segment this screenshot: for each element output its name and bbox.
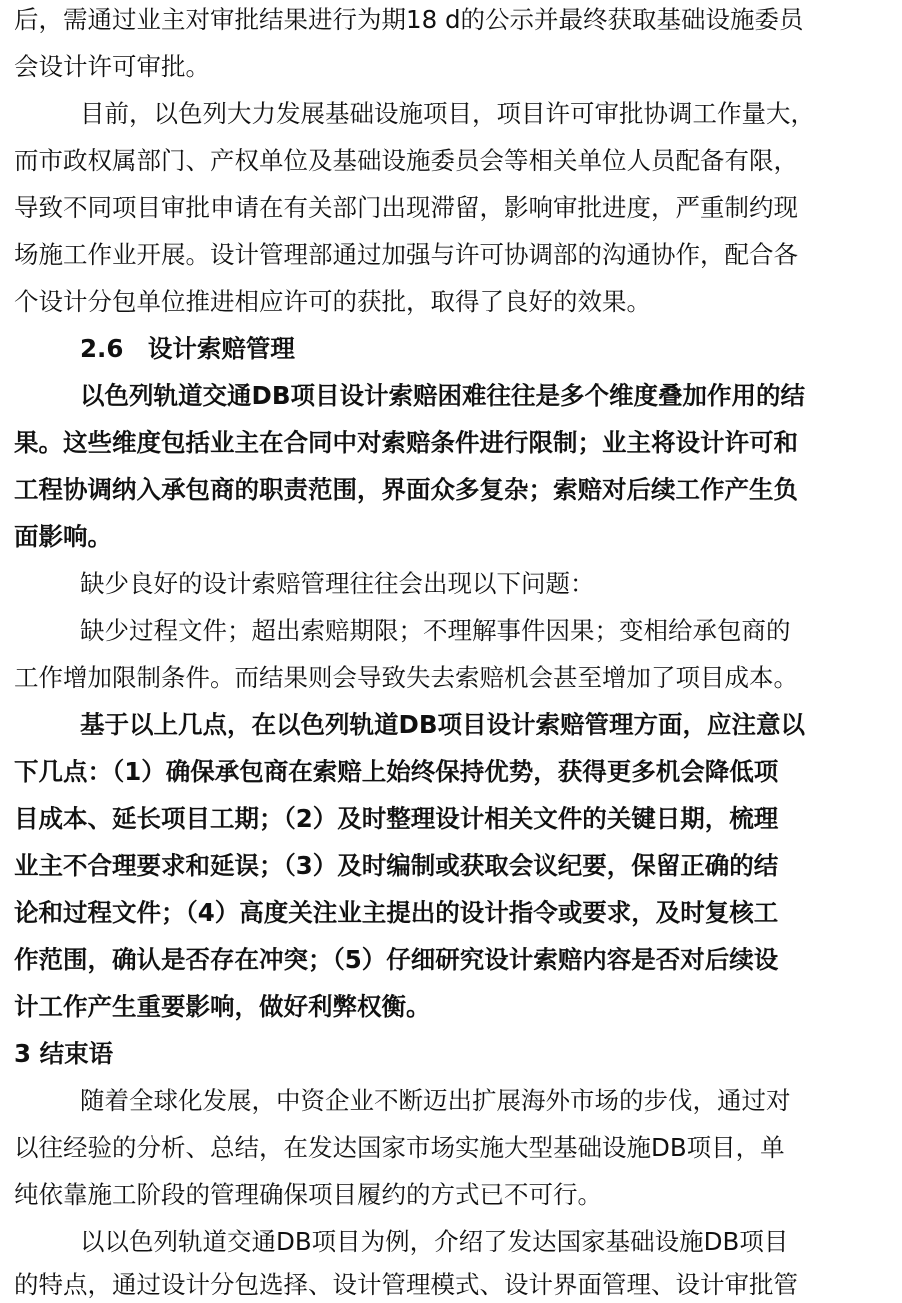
paragraph-line: 的特点，通过设计分包选择、设计管理模式、设计界面管理、设计审批管 <box>14 1270 798 1299</box>
bold-paragraph-line: 目成本、延长项目工期；（2）及时整理设计相关文件的关键日期，梳理 <box>14 804 779 833</box>
paragraph-line: 场施工作业开展。设计管理部通过加强与许可协调部的沟通协作，配合各 <box>14 240 798 269</box>
bold-paragraph-line: 论和过程文件；（4）高度关注业主提出的设计指令或要求，及时复核工 <box>14 898 779 927</box>
bold-paragraph-line: 工程协调纳入承包商的职责范围，界面众多复杂；索赔对后续工作产生负 <box>14 475 798 504</box>
bold-paragraph-line: 基于以上几点，在以色列轨道DB项目设计索赔管理方面，应注意以 <box>80 710 806 739</box>
bold-paragraph-line: 下几点：（1）确保承包商在索赔上始终保持优势，获得更多机会降低项 <box>14 757 779 786</box>
bold-paragraph-line: 业主不合理要求和延误；（3）及时编制或获取会议纪要，保留正确的结 <box>14 851 779 880</box>
paragraph-line: 而市政权属部门、产权单位及基础设施委员会等相关单位人员配备有限， <box>14 146 798 175</box>
paragraph-line: 目前，以色列大力发展基础设施项目，项目许可审批协调工作量大， <box>80 99 815 128</box>
bold-paragraph-line: 作范围，确认是否存在冲突；（5）仔细研究设计索赔内容是否对后续设 <box>14 945 779 974</box>
paragraph-line: 缺少良好的设计索赔管理往往会出现以下问题： <box>80 569 595 598</box>
paragraph-line: 缺少过程文件；超出索赔期限；不理解事件因果；变相给承包商的 <box>80 616 791 645</box>
paragraph-line: 工作增加限制条件。而结果则会导致失去索赔机会甚至增加了项目成本。 <box>14 663 798 692</box>
section-heading: 3 结束语 <box>14 1039 114 1068</box>
bold-paragraph-line: 计工作产生重要影响，做好利弊权衡。 <box>14 992 431 1021</box>
paragraph-line: 以以色列轨道交通DB项目为例，介绍了发达国家基础设施DB项目 <box>80 1227 789 1256</box>
paragraph-line: 以往经验的分析、总结，在发达国家市场实施大型基础设施DB项目，单 <box>14 1133 785 1162</box>
bold-paragraph-line: 面影响。 <box>14 522 112 551</box>
section-heading: 2.6 设计索赔管理 <box>80 334 295 363</box>
bold-paragraph-line: 以色列轨道交通DB项目设计索赔困难往往是多个维度叠加作用的结 <box>80 381 806 410</box>
bold-paragraph-line: 果。这些维度包括业主在合同中对索赔条件进行限制；业主将设计许可和 <box>14 428 798 457</box>
paragraph-line: 会设计许可审批。 <box>14 52 210 81</box>
paragraph-line: 纯依靠施工阶段的管理确保项目履约的方式已不可行。 <box>14 1180 602 1209</box>
paragraph-line: 个设计分包单位推进相应许可的获批，取得了良好的效果。 <box>14 287 651 316</box>
paragraph-line: 后，需通过业主对审批结果进行为期18 d的公示并最终获取基础设施委员 <box>14 5 804 34</box>
paragraph-line: 随着全球化发展，中资企业不断迈出扩展海外市场的步伐，通过对 <box>80 1086 791 1115</box>
paragraph-line: 导致不同项目审批申请在有关部门出现滞留，影响审批进度，严重制约现 <box>14 193 798 222</box>
